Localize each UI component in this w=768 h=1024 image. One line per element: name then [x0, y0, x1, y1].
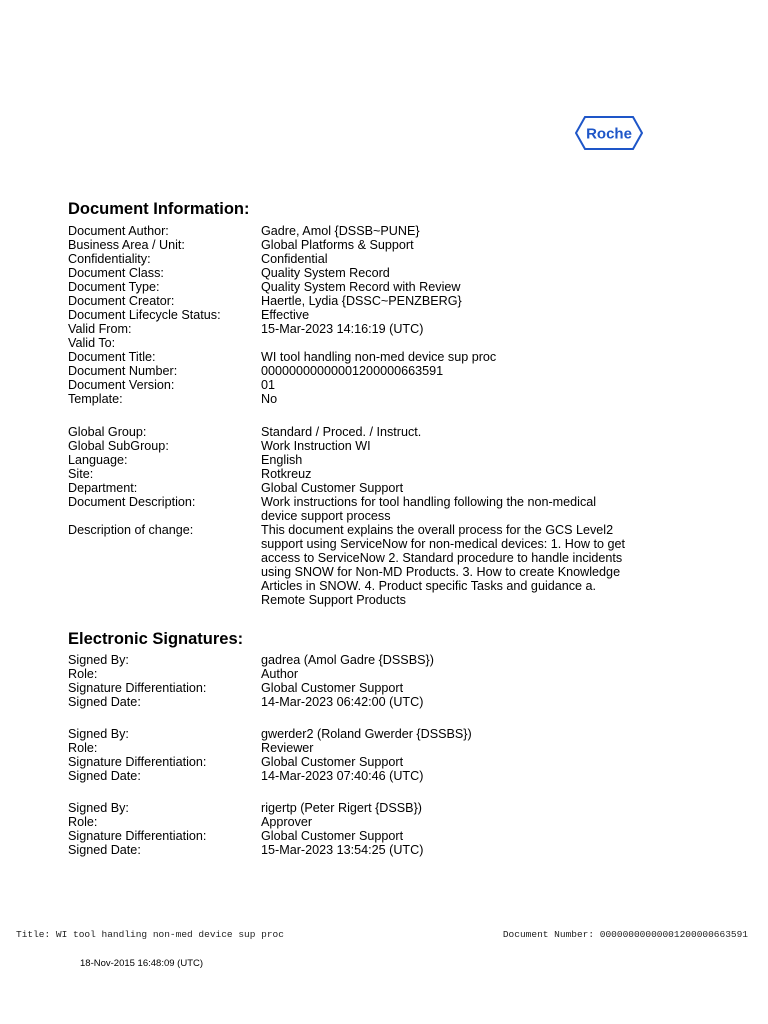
signature-block: [68, 801, 628, 857]
info-value: Rotkreuz: [261, 467, 312, 481]
info-label: Signed By:: [68, 727, 129, 741]
info-row: [68, 801, 628, 815]
info-row: [68, 266, 628, 280]
info-row: [68, 439, 628, 453]
info-row: [68, 350, 628, 364]
info-value: Effective: [261, 308, 310, 322]
info-label: Valid To:: [68, 336, 116, 350]
electronic-signatures-table: [68, 653, 628, 875]
document-information-table: [68, 224, 628, 607]
info-value: 14-Mar-2023 07:40:46 (UTC): [261, 769, 424, 783]
info-label: Business Area / Unit:: [68, 238, 185, 252]
info-label: Document Type:: [68, 280, 160, 294]
info-value: This document explains the overall process for the GCS Level2 support using ServiceNow for non-medical devices: 1. How to get access to ServiceNow 2. Standard procedure to handle incidents using SNOW for Non-MD Products. 3. How to create Knowledge Articles in SNOW. 4. Product specific Tasks and guidance a. Remote Support Products: [261, 523, 625, 607]
info-label: Role:: [68, 667, 98, 681]
info-value: Global Customer Support: [261, 829, 404, 843]
info-row: [68, 238, 628, 252]
info-row: [68, 308, 628, 322]
info-value: gadrea (Amol Gadre {DSSBS}): [261, 653, 434, 667]
info-row: [68, 392, 628, 406]
info-label: Valid From:: [68, 322, 132, 336]
info-value: Quality System Record with Review: [261, 280, 461, 294]
info-row: [68, 727, 628, 741]
info-label: Signature Differentiation:: [68, 681, 207, 695]
info-value: rigertp (Peter Rigert {DSSB}): [261, 801, 422, 815]
info-row: [68, 843, 628, 857]
footer-document-number: Document Number: 00000000000001200000663591: [502, 929, 748, 940]
info-row: [68, 294, 628, 308]
info-value: 01: [261, 378, 276, 392]
info-value: Reviewer: [261, 741, 314, 755]
info-label: Signed Date:: [68, 695, 141, 709]
info-value: Author: [261, 667, 299, 681]
signature-block: [68, 727, 628, 783]
info-label: Document Lifecycle Status:: [68, 308, 221, 322]
info-label: Signature Differentiation:: [68, 755, 207, 769]
info-row: [68, 467, 628, 481]
info-label: Global SubGroup:: [68, 439, 169, 453]
info-value: Confidential: [261, 252, 328, 266]
signature-block: [68, 653, 628, 709]
info-value: Work instructions for tool handling following the non-medical device support process: [261, 495, 597, 523]
info-row: [68, 364, 628, 378]
info-value: English: [261, 453, 303, 467]
info-label: Department:: [68, 481, 138, 495]
info-row: [68, 681, 628, 695]
info-value: Global Customer Support: [261, 681, 404, 695]
info-value: Global Customer Support: [261, 755, 404, 769]
roche-logo: [575, 116, 643, 150]
info-label: Document Author:: [68, 224, 169, 238]
info-row: [68, 523, 628, 607]
info-value: 00000000000001200000663591: [261, 364, 444, 378]
info-label: Document Version:: [68, 378, 175, 392]
info-row: [68, 336, 628, 350]
info-value: Gadre, Amol {DSSB~PUNE}: [261, 224, 420, 238]
info-value: Standard / Proced. / Instruct.: [261, 425, 422, 439]
info-value: [261, 336, 628, 350]
info-row: [68, 815, 628, 829]
info-label: Template:: [68, 392, 123, 406]
info-value: gwerder2 (Roland Gwerder {DSSBS}): [261, 727, 472, 741]
info-label: Signed Date:: [68, 769, 141, 783]
info-row: [68, 224, 628, 238]
info-row: [68, 280, 628, 294]
info-value: Haertle, Lydia {DSSC~PENZBERG}: [261, 294, 462, 308]
info-label: Signed Date:: [68, 843, 141, 857]
info-row: [68, 741, 628, 755]
info-value: 15-Mar-2023 13:54:25 (UTC): [261, 843, 424, 857]
info-label: Role:: [68, 741, 98, 755]
info-row: [68, 322, 628, 336]
info-row: [68, 829, 628, 843]
info-value: Approver: [261, 815, 313, 829]
print-date: 18-Nov-2015 16:48:09 (UTC): [80, 958, 204, 969]
info-row: [68, 769, 628, 783]
info-row: [68, 695, 628, 709]
info-value: Work Instruction WI: [261, 439, 371, 453]
info-row: [68, 453, 628, 467]
info-value: 15-Mar-2023 14:16:19 (UTC): [261, 322, 424, 336]
info-label: Role:: [68, 815, 98, 829]
info-value: Global Platforms & Support: [261, 238, 414, 252]
info-row: [68, 378, 628, 392]
document-information-heading: Document Information:: [68, 200, 250, 218]
info-label: Document Description:: [68, 495, 196, 509]
info-row: [68, 667, 628, 681]
info-value: No: [261, 392, 278, 406]
info-row: [68, 252, 628, 266]
info-label: Global Group:: [68, 425, 147, 439]
roche-logo-text: Roche: [586, 125, 632, 143]
electronic-signatures-heading: Electronic Signatures:: [68, 630, 244, 648]
info-label: Language:: [68, 453, 128, 467]
info-value: WI tool handling non-med device sup proc: [261, 350, 497, 364]
info-label: Confidentiality:: [68, 252, 151, 266]
footer-title: Title: WI tool handling non-med device sup proc: [16, 929, 284, 940]
info-row: [68, 495, 628, 523]
info-label: Signed By:: [68, 653, 129, 667]
info-label: Document Number:: [68, 364, 178, 378]
info-value: 14-Mar-2023 06:42:00 (UTC): [261, 695, 424, 709]
info-label: Signature Differentiation:: [68, 829, 207, 843]
info-label: Document Class:: [68, 266, 164, 280]
info-row: [68, 425, 628, 439]
info-label: Document Creator:: [68, 294, 175, 308]
info-value: Quality System Record: [261, 266, 390, 280]
info-value: Global Customer Support: [261, 481, 404, 495]
info-label: Site:: [68, 467, 94, 481]
info-label: Document Title:: [68, 350, 156, 364]
info-row: [68, 653, 628, 667]
info-label: Signed By:: [68, 801, 129, 815]
info-label: Description of change:: [68, 523, 194, 537]
info-row: [68, 755, 628, 769]
info-row: [68, 481, 628, 495]
